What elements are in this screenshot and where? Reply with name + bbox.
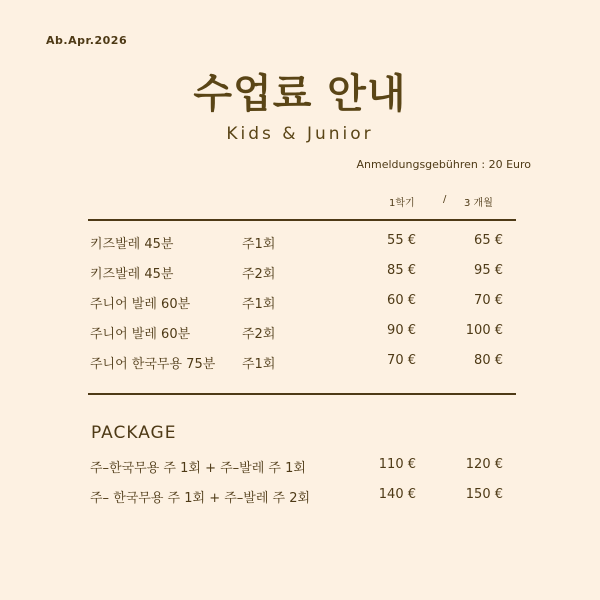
class-name: 주니어 한국무용 75분 xyxy=(90,357,216,372)
price-three-months: 150 € xyxy=(465,487,503,502)
class-name: 키즈발레 45분 xyxy=(90,267,174,282)
table-row xyxy=(0,323,600,347)
price-semester: 110 € xyxy=(378,457,416,472)
price-three-months: 100 € xyxy=(465,323,503,338)
page-title: 수업료 안내 xyxy=(193,71,407,117)
package-row xyxy=(0,487,600,511)
column-header-separator: / xyxy=(443,194,447,205)
price-three-months: 120 € xyxy=(465,457,503,472)
registration-fee: Anmeldungsgebühren : 20 Euro xyxy=(356,158,531,171)
price-semester: 55 € xyxy=(387,233,416,248)
table-bottom-rule xyxy=(88,393,516,395)
price-three-months: 70 € xyxy=(474,293,503,308)
page-subtitle: Kids & Junior xyxy=(226,124,374,144)
table-top-rule xyxy=(88,219,516,221)
class-frequency: 주1회 xyxy=(242,357,276,372)
class-frequency: 주1회 xyxy=(242,297,276,312)
table-row xyxy=(0,263,600,287)
table-row xyxy=(0,233,600,257)
price-semester: 60 € xyxy=(387,293,416,308)
class-name: 주니어 발레 60분 xyxy=(90,297,191,312)
column-header-semester: 1학기 xyxy=(389,198,415,209)
class-name: 키즈발레 45분 xyxy=(90,237,174,252)
effective-date: Ab.Apr.2026 xyxy=(46,34,128,47)
package-row xyxy=(0,457,600,481)
class-name: 주니어 발레 60분 xyxy=(90,327,191,342)
class-frequency: 주2회 xyxy=(242,267,276,282)
price-semester: 90 € xyxy=(387,323,416,338)
class-frequency: 주2회 xyxy=(242,327,276,342)
table-row xyxy=(0,353,600,377)
package-name: 주–한국무용 주 1회 + 주–발레 주 1회 xyxy=(90,461,306,476)
price-three-months: 80 € xyxy=(474,353,503,368)
price-three-months: 95 € xyxy=(474,263,503,278)
price-semester: 85 € xyxy=(387,263,416,278)
class-frequency: 주1회 xyxy=(242,237,276,252)
package-title: PACKAGE xyxy=(91,423,177,443)
column-header-three-months: 3 개월 xyxy=(464,198,493,209)
package-name: 주– 한국무용 주 1회 + 주–발레 주 2회 xyxy=(90,491,311,506)
table-row xyxy=(0,293,600,317)
price-semester: 140 € xyxy=(378,487,416,502)
price-three-months: 65 € xyxy=(474,233,503,248)
price-semester: 70 € xyxy=(387,353,416,368)
